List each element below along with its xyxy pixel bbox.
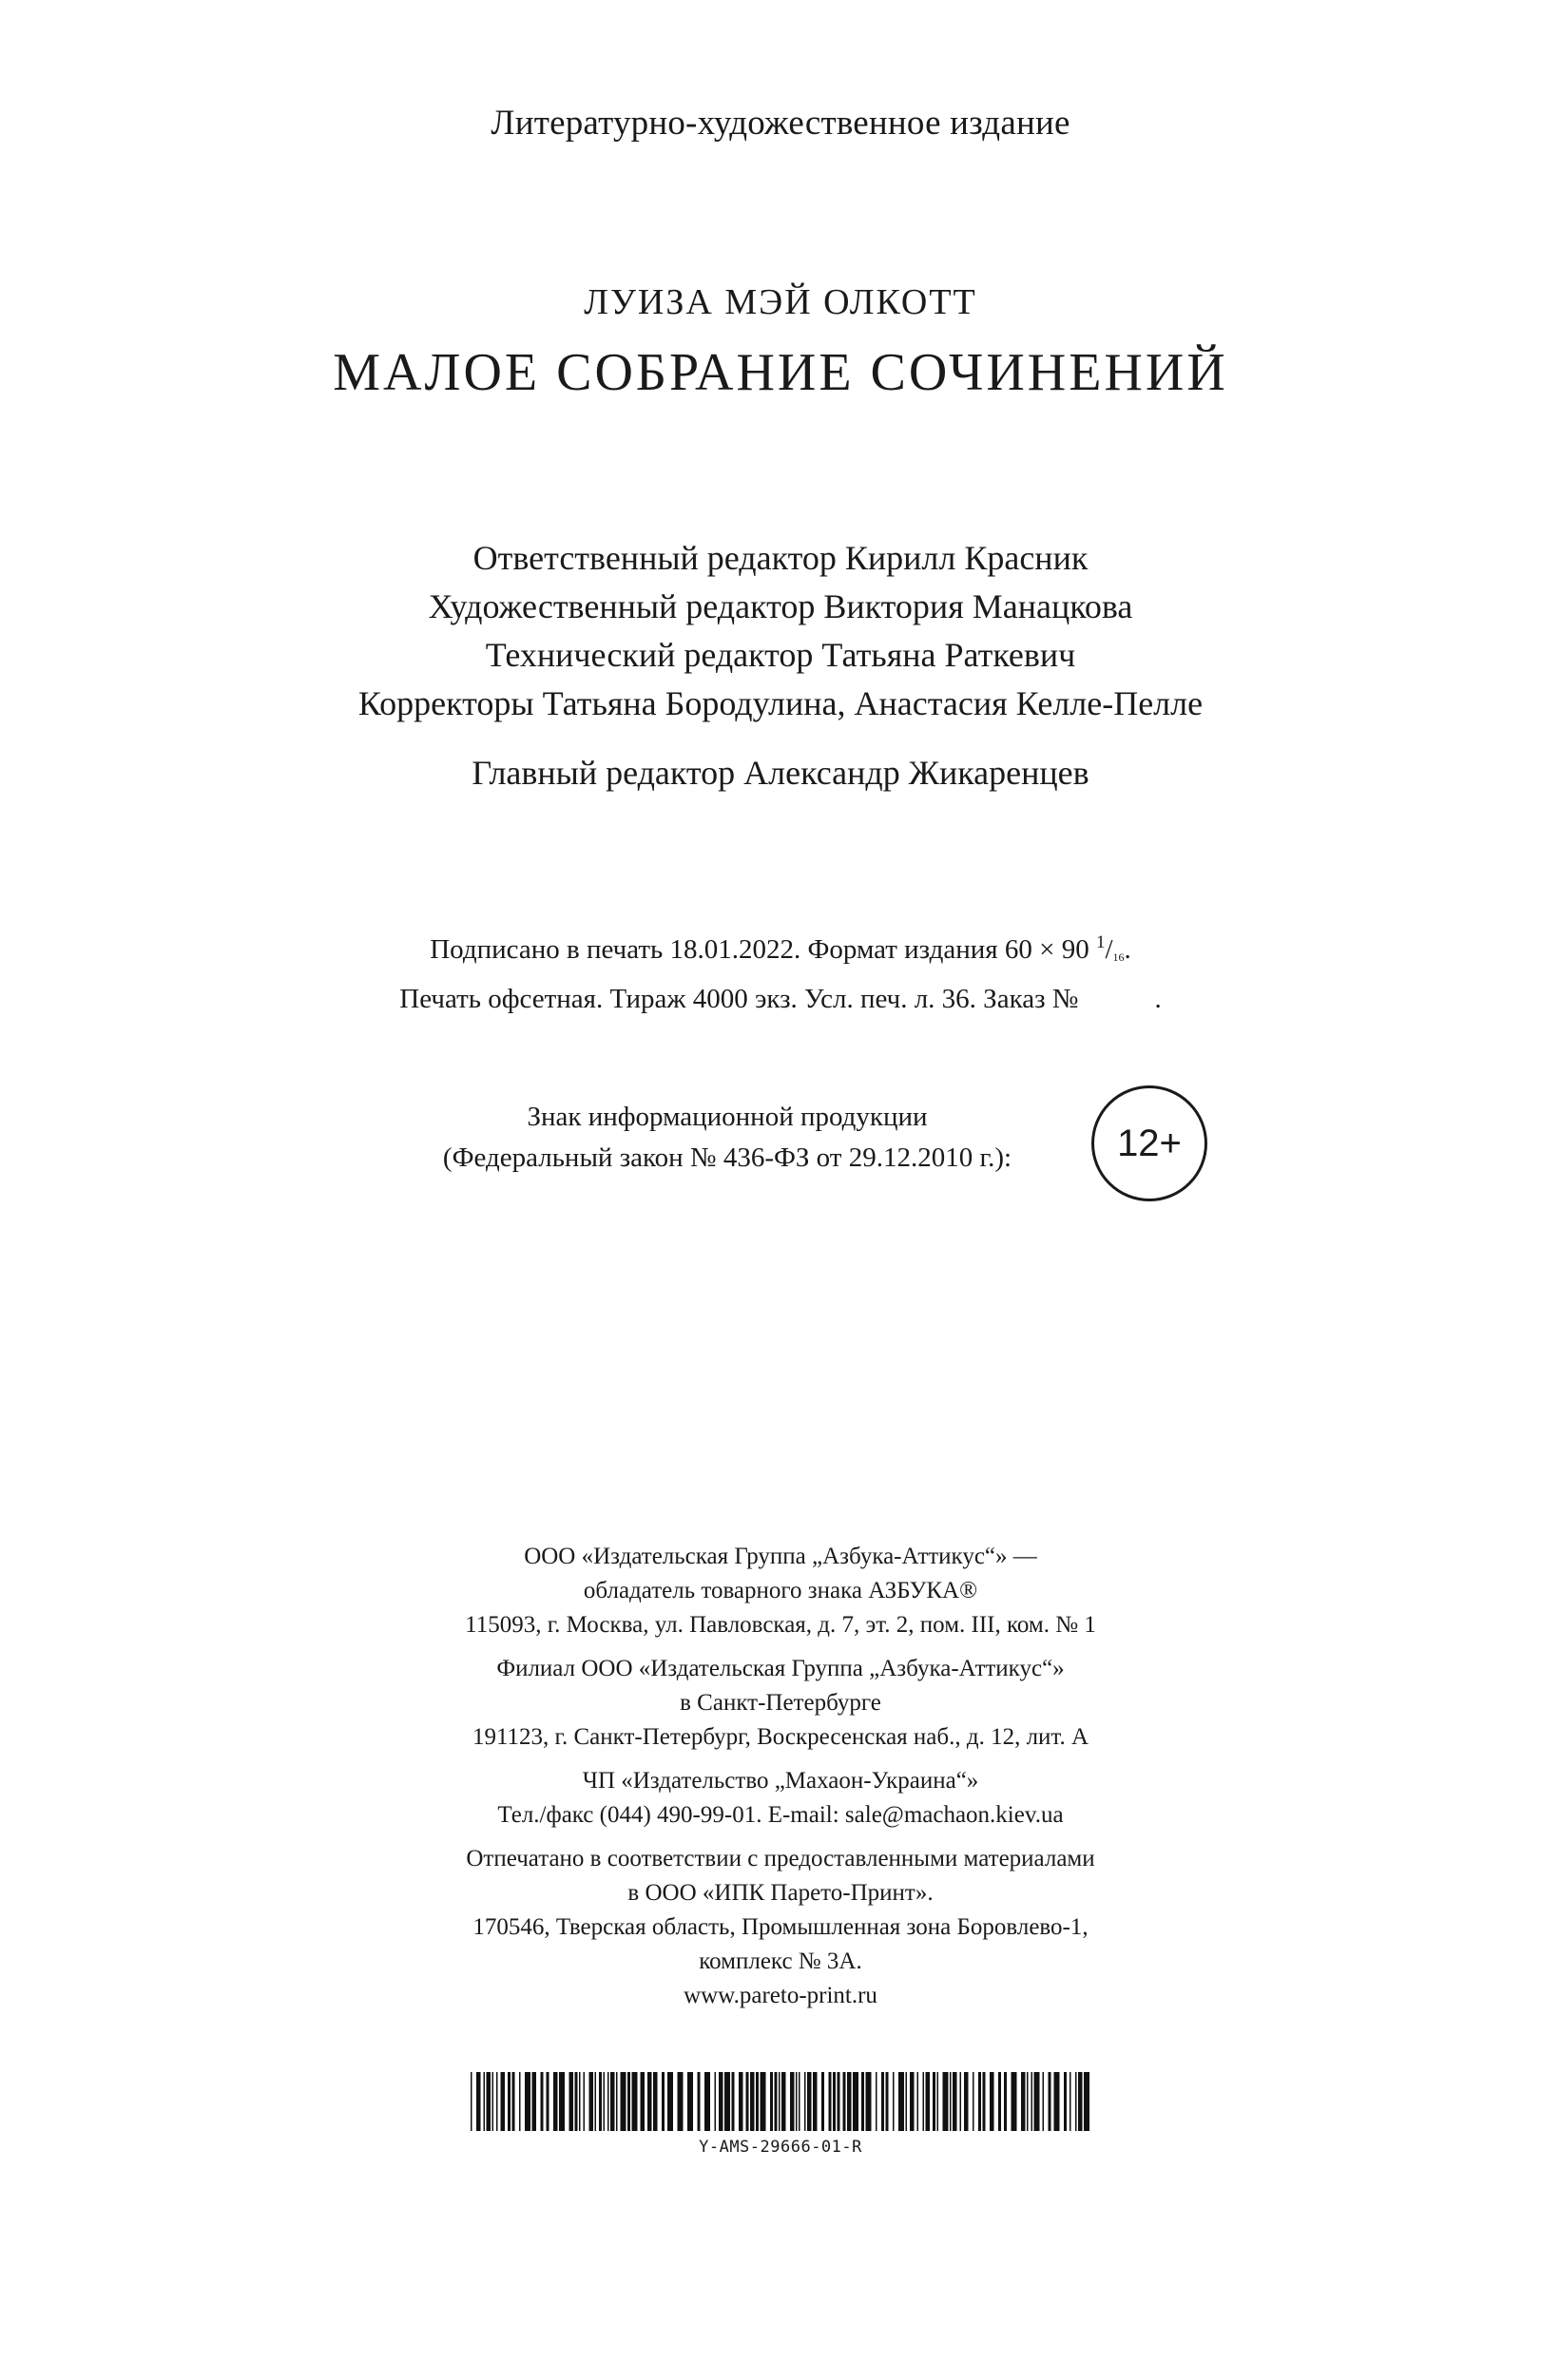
print-info-text: Печать офсетная. Тираж 4000 экз. Усл. печ. л. 36. Заказ № bbox=[399, 984, 1079, 1014]
age-rating-line: Знак информационной продукции bbox=[527, 1102, 928, 1132]
print-info-end: . bbox=[1154, 984, 1162, 1014]
format-fraction-denominator: 16 bbox=[1112, 950, 1125, 964]
author-name: ЛУИЗА МЭЙ ОЛКОТТ bbox=[584, 282, 977, 322]
chief-editor: Главный редактор Александр Жикаренцев bbox=[472, 754, 1089, 792]
edition-type: Литературно-художественное издание bbox=[491, 104, 1070, 143]
print-info-line-1 bbox=[0, 922, 1561, 978]
publisher-line: Филиал ООО «Издательская Группа „Азбука-Аттикус“» bbox=[496, 1656, 1065, 1681]
barcode-block bbox=[0, 2072, 1561, 2157]
age-rating-line: (Федеральный закон № 436-ФЗ от 29.12.2010 г.): bbox=[442, 1142, 1012, 1173]
printer-line: 170546, Тверская область, Промышленная зона Боровлево-1, bbox=[472, 1914, 1089, 1940]
book-title: МАЛОЕ СОБРАНИЕ СОЧИНЕНИЙ bbox=[333, 343, 1228, 402]
publisher-line: обладатель товарного знака АЗБУКА® bbox=[583, 1578, 978, 1603]
printer-website: www.pareto-print.ru bbox=[684, 1983, 877, 2008]
printer-line: комплекс № 3А. bbox=[699, 1948, 862, 1974]
publisher-line: Тел./факс (044) 490-99-01. E-mail: sale@machaon.kiev.ua bbox=[497, 1802, 1064, 1828]
print-info-block bbox=[0, 922, 1561, 1020]
print-info-text: Подписано в печать 18.01.2022. Формат издания 60 × 90 bbox=[430, 934, 1089, 965]
age-rating-block bbox=[342, 1084, 1236, 1207]
publisher-group bbox=[0, 1540, 1561, 1642]
barcode-bars-icon bbox=[467, 2072, 1094, 2131]
publisher-group bbox=[0, 1652, 1561, 1755]
publisher-line: ООО «Издательская Группа „Азбука-Аттикус“» — bbox=[524, 1544, 1037, 1569]
editor-line: Художественный редактор Виктория Манацкова bbox=[428, 587, 1133, 625]
publisher-line: в Санкт-Петербурге bbox=[680, 1690, 881, 1716]
printer-line: в ООО «ИПК Парето-Принт». bbox=[627, 1880, 934, 1906]
editor-line: Ответственный редактор Кирилл Красник bbox=[472, 539, 1089, 577]
editors-block bbox=[0, 534, 1561, 797]
editor-line: Технический редактор Татьяна Раткевич bbox=[485, 636, 1076, 674]
print-info-line-2 bbox=[0, 978, 1561, 1020]
format-fraction-numerator: 1 bbox=[1095, 932, 1106, 952]
age-rating-badge: 12+ bbox=[1091, 1085, 1207, 1201]
barcode bbox=[467, 2072, 1094, 2157]
publisher-group bbox=[0, 1764, 1561, 1833]
publisher-line: ЧП «Издательство „Махаон-Украина“» bbox=[582, 1768, 979, 1794]
publisher-line: 115093, г. Москва, ул. Павловская, д. 7, эт. 2, пом. III, ком. № 1 bbox=[465, 1612, 1096, 1638]
age-rating-text bbox=[342, 1097, 1112, 1179]
publisher-block bbox=[0, 1540, 1561, 2023]
barcode-code: Y-AMS-29666-01-R bbox=[699, 2138, 862, 2157]
publisher-line: 191123, г. Санкт-Петербург, Воскресенская наб., д. 12, лит. А bbox=[472, 1724, 1089, 1750]
editor-line: Корректоры Татьяна Бородулина, Анастасия Келле-Пелле bbox=[357, 684, 1204, 722]
printer-group bbox=[0, 1842, 1561, 2013]
format-fraction-slash: / bbox=[1105, 934, 1113, 965]
printer-line: Отпечатано в соответствии с предоставленными материалами bbox=[466, 1846, 1095, 1871]
print-info-end: . bbox=[1124, 934, 1131, 965]
